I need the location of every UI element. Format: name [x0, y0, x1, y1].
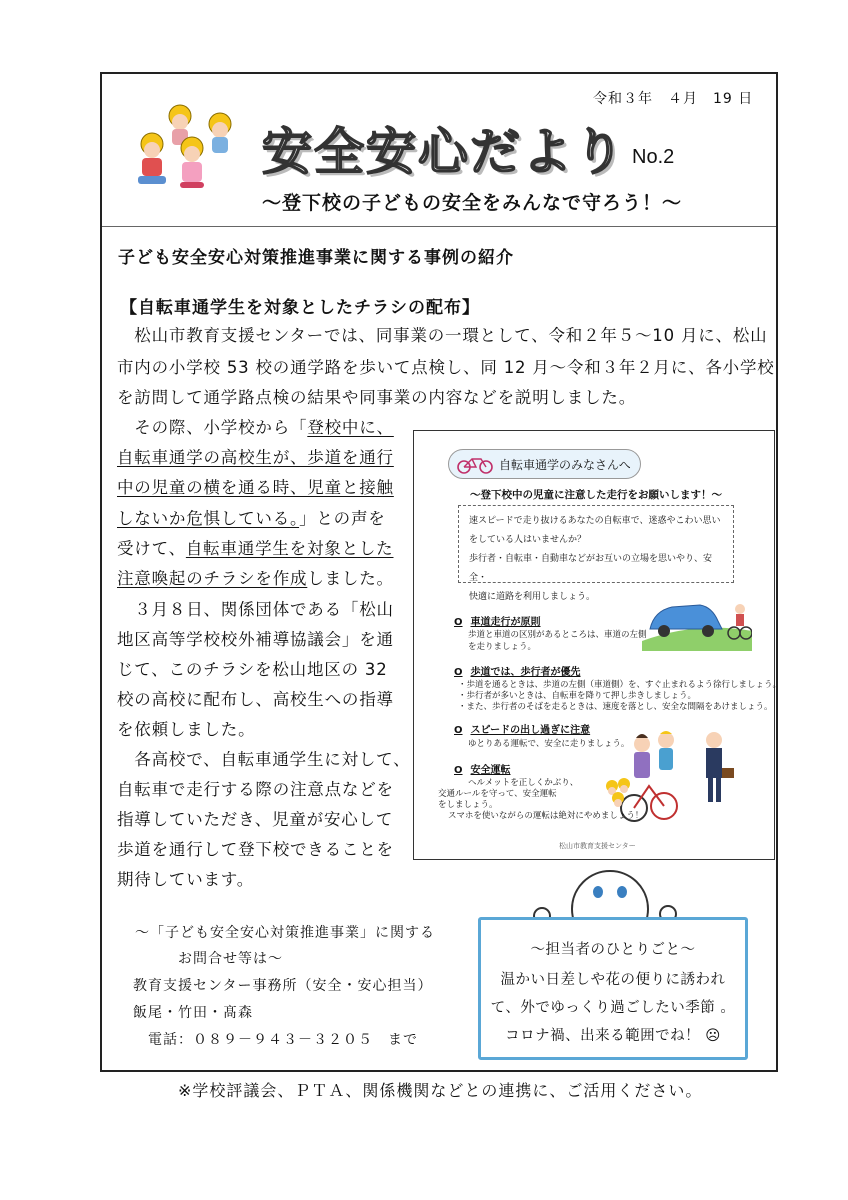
p2-text: しました。: [307, 569, 394, 588]
flyer-item-mark: O: [454, 617, 463, 628]
p2-underlined: しないか危惧している。: [117, 509, 300, 528]
section-subheading: 【自転車通学生を対象としたチラシの配布】: [120, 298, 480, 318]
p2-underlined: 自転車通学生を対象とした: [185, 539, 394, 558]
p3-line-5: を依頼しました。: [117, 720, 256, 739]
car-bicycle-illustration: [642, 591, 752, 651]
flyer-subtitle: ～登下校中の児童に注意した走行をお願いします！～: [470, 489, 722, 501]
header-divider: [102, 226, 776, 227]
p2-underlined: 注意喚起のチラシを作成: [117, 569, 308, 588]
p2-text: 」との声を: [299, 509, 386, 528]
flyer-item-text: 交通ルールを守って、安全運転: [438, 789, 557, 799]
flyer-title-pill: [448, 449, 641, 479]
flyer-item-text: ヘルメットを正しくかぶり、: [468, 778, 579, 788]
flyer-intro-box: [458, 505, 734, 602]
board-line-1: 温かい日差しや花の便りに誘われ: [500, 972, 726, 988]
p3-line-3: じて、このチラシを松山地区の 32: [117, 660, 388, 679]
p2-line-6: [117, 565, 394, 589]
flyer-item-mark: O: [454, 725, 463, 736]
staff-note-board: [478, 917, 748, 1060]
intro-line-2: 市内の小学校 53 校の通学路を歩いて点検し、同 12 月～令和３年２月に、各小学校: [117, 358, 775, 377]
p2-text: 受けて、: [117, 539, 186, 558]
newsletter-title: 安全安心だより: [262, 123, 626, 181]
p4-line-5: 期待しています。: [117, 870, 255, 889]
bicycle-icon: [457, 456, 493, 474]
contact-line-1: ～「子ども安全安心対策推進事業」に関する: [135, 925, 435, 941]
flyer-box-line: 速スピードで走り抜けるあなたの自転車で、迷惑やこわい思い: [469, 516, 721, 526]
flyer-item-title: [454, 721, 590, 736]
flyer-item-title: [454, 663, 581, 678]
flyer-item-mark: O: [454, 667, 463, 678]
flyer-item-title-text: 安全運転: [470, 765, 511, 776]
issue-date: 令和３年 ４月 19 日: [593, 91, 754, 107]
flyer-box-line: 歩行者・自転車・自動車などがお互いの立場を思いやり、安全・: [469, 554, 713, 583]
intro-line-1: 松山市教育支援センターでは、同事業の一環として、令和２年５～10 月に、松山: [117, 326, 768, 345]
p4-line-4: 歩道を通行して登下校できることを: [117, 840, 394, 859]
p4-line-2: 自転車で走行する際の注意点などを: [117, 780, 394, 799]
intro-line-3: を訪問して通学路点検の結果や同事業の内容などを説明しました。: [117, 388, 636, 407]
p2-line-2: 自転車通学の高校生が、歩道を通行: [117, 448, 394, 467]
flyer-box-line: をしている人はいませんか？: [469, 535, 587, 545]
flyer-item-title: [454, 761, 511, 776]
flyer-footer: 松山市教育支援センター: [559, 842, 636, 850]
board-line-2: て、外でゆっくり過ごしたい季節 。: [490, 1000, 736, 1016]
p2-line-1: [117, 414, 394, 438]
p4-line-1: 各高校で、自転車通学生に対して、: [117, 750, 411, 769]
flyer-item-text: スマホを使いながらの運転は絶対にやめましょう！: [448, 811, 644, 821]
flyer-item-text: ゆとりある運転で、安全に走りましょう。: [468, 739, 630, 749]
p2-line-4: [117, 505, 386, 529]
flyer-item-mark: O: [454, 765, 463, 776]
kids-helmet-illustration: [130, 98, 250, 193]
contact-line-2: お問合せ等は～: [178, 951, 283, 967]
contact-office: 教育支援センター事務所（安全・安心担当）: [133, 978, 433, 994]
flyer-item-text: 歩道と車道の区別があるところは、車道の左側: [468, 630, 647, 640]
p4-line-3: 指導していただき、児童が安心して: [117, 810, 394, 829]
p2-text: その際、小学校から「: [117, 418, 308, 437]
flyer-item-title: [454, 613, 541, 628]
board-line-3: コロナ禍、出来る範囲でね！ ☹: [505, 1028, 721, 1044]
flyer-item-title-text: スピードの出し過ぎに注意: [470, 725, 591, 736]
flyer-item-title-text: 車道走行が原則: [470, 617, 541, 628]
board-title: ～担当者のひとりごと～: [530, 942, 696, 958]
p3-line-4: 校の高校に配布し、高校生への指導: [117, 690, 394, 709]
p2-line-5: [117, 535, 393, 559]
flyer-item-text: を走りましょう。: [468, 642, 537, 652]
flyer-item-text: ・歩行者が多いときは、自転車を降りて押し歩きしましょう。: [458, 691, 697, 701]
p2-line-3: 中の児童の横を通る時、児童と接触: [117, 478, 394, 497]
section-heading: 子ども安全安心対策推進事業に関する事例の紹介: [118, 248, 514, 268]
p3-line-2: 地区高等学校校外補導協議会」を通: [117, 630, 394, 649]
p3-line-1: ３月８日、関係団体である「松山: [117, 600, 394, 619]
footer-note: ※学校評議会、ＰＴＡ、関係機関などとの連携に、ご活用ください。: [178, 1081, 703, 1100]
flyer-item-text: ・また、歩行者のそばを走るときは、速度を落とし、安全な間隔をあけましょう。: [458, 702, 773, 712]
flyer-title: 自転車通学のみなさんへ: [499, 458, 631, 472]
flyer-image: [413, 430, 782, 860]
contact-names: 飯尾・竹田・髙森: [133, 1005, 253, 1021]
flyer-item-text: をしましょう。: [438, 800, 498, 810]
issue-number: No.2: [632, 146, 675, 168]
newsletter-subtitle: ～登下校の子どもの安全をみんなで守ろう！～: [262, 192, 683, 214]
flyer-item-title-text: 歩道では、歩行者が優先: [470, 667, 581, 678]
flyer-item-text: ・歩道を通るときは、歩道の左側（車道側）を、すぐ止まれるよう徐行しましょう。: [458, 680, 782, 690]
p2-underlined: 登校中に、: [307, 418, 394, 437]
flyer-box-line: 快適に道路を利用しましょう。: [469, 592, 596, 602]
contact-phone: 電話：０８９－９４３－３２０５ まで: [148, 1032, 418, 1048]
